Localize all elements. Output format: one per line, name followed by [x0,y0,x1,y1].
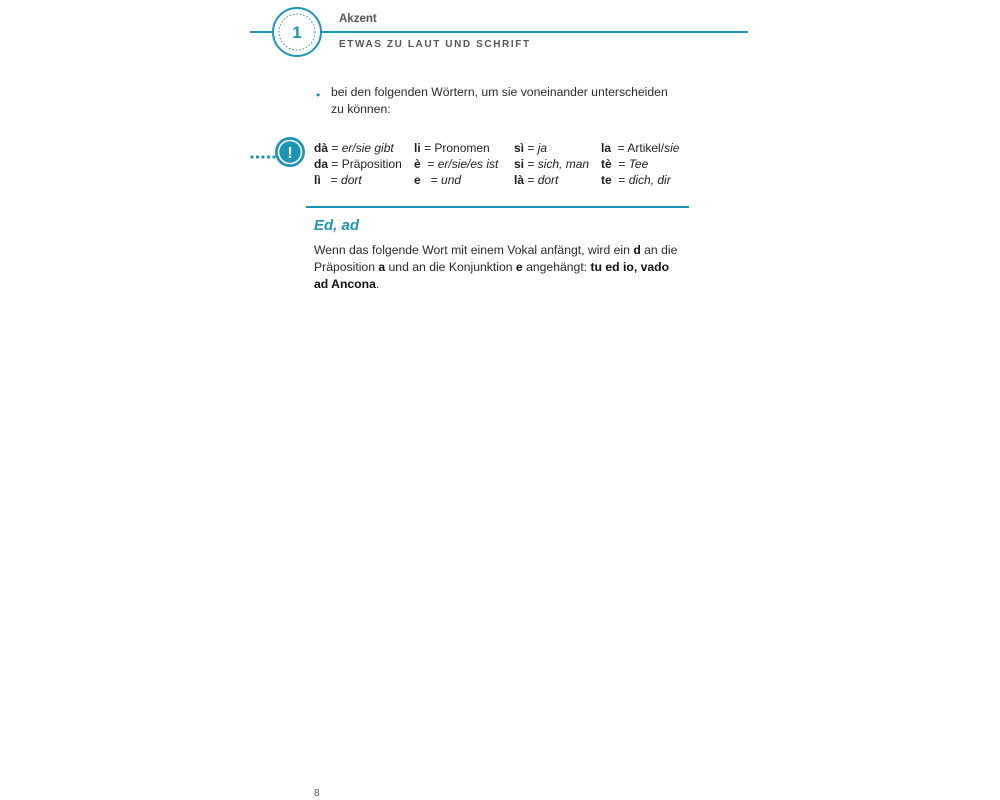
section-heading: Ed, ad [314,217,360,234]
word-entry [514,156,601,172]
word-term: lì [314,173,321,187]
header-rule [250,31,748,33]
page-number: 8 [314,788,320,799]
word-equals: = [611,141,628,155]
word-equals: = [524,141,538,155]
word-equals: = [524,157,538,171]
word-equals: = [611,157,629,171]
section-body [314,242,684,293]
body-text: . [375,277,380,291]
body-text: und an die Konjunktion [385,260,516,274]
word-entry [601,140,701,156]
word-entry [314,172,414,188]
word-meaning: sie [664,141,680,155]
word-term: dà [314,141,329,155]
exclamation-icon [274,136,306,168]
word-term: sì [514,141,525,155]
word-meaning: dort [341,173,362,187]
word-term: li [414,141,421,155]
word-entry [314,156,414,172]
word-table [314,140,701,188]
word-meaning: dort [537,173,559,187]
word-term: e [414,173,421,187]
word-entry [414,140,514,156]
word-meaning: ja [537,141,548,155]
exclamation-symbol: ! [287,145,293,162]
word-meaning: sich, man [537,157,590,171]
word-term: è [414,157,421,171]
word-meaning: und [441,173,462,187]
word-term: tè [601,157,612,171]
bold-term: a [378,260,386,274]
chapter-number: 1 [292,23,302,42]
word-equals: = [524,173,538,187]
word-term: te [601,173,612,187]
word-term: là [514,173,525,187]
word-equals: = [420,173,442,187]
chapter-title: Akzent [339,13,377,25]
word-term: si [514,157,525,171]
bold-term: d [633,243,641,257]
body-text: Wenn das folgende Wort mit einem Vokal anfängt, wird ein [314,243,634,257]
word-entry [514,172,601,188]
word-meaning: dich, dir [628,173,671,187]
bullet-text: bei den folgenden Wörtern, um sie voneinander unterscheiden zu können: [331,85,668,116]
body-text: angehängt: [522,260,591,274]
bold-term: e [515,260,523,274]
word-entry [601,156,701,172]
dotted-leader [250,149,276,159]
chapter-circle-icon [271,6,323,58]
word-equals: = [328,157,342,171]
word-meaning: er/sie/es ist [437,157,499,171]
word-equals: = [420,141,435,155]
bullet-icon: • [316,88,321,102]
section-rule [306,206,689,208]
word-meaning-plain: Artikel/ [627,141,665,155]
word-term: da [314,157,329,171]
word-meaning: Präposition [341,157,402,171]
word-equals: = [420,157,438,171]
word-entry [514,140,601,156]
word-table-row [314,156,701,172]
word-equals: = [320,173,342,187]
word-meaning: Pronomen [434,141,490,155]
word-table-row [314,140,701,156]
word-term: la [601,141,612,155]
chapter-subtitle: ETWAS ZU LAUT UND SCHRIFT [339,39,531,50]
word-equals: = [611,173,629,187]
word-entry [414,172,514,188]
word-entry [314,140,414,156]
word-meaning: Tee [628,157,649,171]
chapter-badge [271,6,323,58]
word-equals: = [328,141,342,155]
word-meaning: er/sie gibt [341,141,394,155]
word-entry [601,172,701,188]
bold-term: tu ed io, vado ad Ancona [314,260,670,291]
body-text: an die Präposition [314,243,678,274]
word-entry [414,156,514,172]
word-table-row [314,172,701,188]
